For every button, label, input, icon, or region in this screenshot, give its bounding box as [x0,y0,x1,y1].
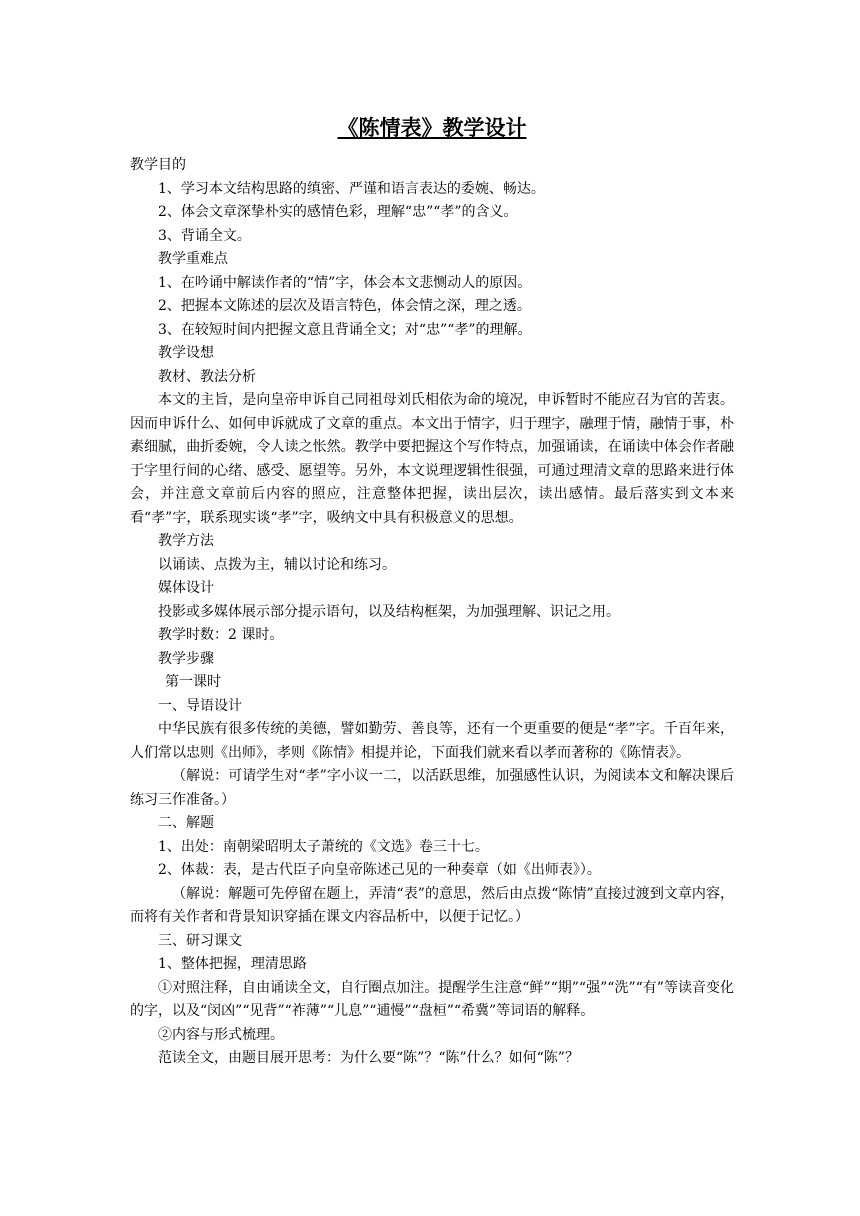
text-line: 教材、教法分析 [158,368,256,385]
text-line: 1、学习本文结构思路的缜密、严谨和语言表达的委婉、畅达。 [158,180,545,197]
text-line: 三、研习课文 [158,932,242,949]
document-title: 《陈情表》教学设计 [337,115,527,140]
annotation-paragraph: （解说：解题可先停留在题上，弄清“表”的意思，然后由点拨“陈情”直接过渡到文章内容，而将有关作者和背景知识穿插在课文内容品析中，以便于记忆。） [130,885,734,925]
document-body [130,154,734,1071]
text-line: 2、体会文章深挚朴实的感情色彩，理解“忠”“孝”的含义。 [158,204,518,220]
text-line: 二、解题 [158,815,214,831]
text-line: ②内容与形式梳理。 [158,1026,284,1043]
text-line: 1、在吟诵中解读作者的“情”字，体会本文悲恻动人的原因。 [158,274,532,291]
text-line: 1、整体把握，理清思路 [158,956,307,972]
text-line: 1、出处：南朝梁昭明太子萧统的《文选》卷三十七。 [158,838,489,855]
text-line: 2、体裁：表，是古代臣子向皇帝陈述己见的一种奏章（如《出师表》）。 [158,862,601,878]
text-line: 教学设想 [158,345,214,361]
paragraph: 中华民族有很多传统的美德，譬如勤劳、善良等，还有一个更重要的便是“孝”字。千百年来，人们常以忠则《出师》，孝则《陈情》相提并论，下面我们就来看以孝而著称的《陈情表》。 [130,721,734,761]
paragraph: ①对照注释，自由诵读全文，自行圈点加注。提醒学生注意“鲜”“期”“强”“洗”“有”等读音变化的字，以及“闵凶”“见背”“祚薄”“儿息”“逋慢”“盘桓”“希冀”等词语的解释。 [130,979,734,1019]
text-line: 3、背诵全文。 [158,227,251,244]
text-line: 教学步骤 [158,650,214,667]
text-line: 范读全文，由题目展开思考：为什么要“陈”？“陈”什么？如何“陈”？ [158,1050,579,1066]
text-line: 教学方法 [158,533,214,549]
annotation-paragraph: （解说：可请学生对“孝”字小议一二，以活跃思维，加强感性认识，为阅读本文和解决课后练习三作准备。） [130,768,734,808]
text-line: 教学重难点 [158,251,228,267]
text-line: 2、把握本文陈述的层次及语言特色，体会情之深，理之透。 [158,298,531,314]
text-line: 媒体设计 [158,580,214,596]
document-page [130,112,734,1071]
paragraph: 本文的主旨，是向皇帝申诉自己同祖母刘氏相依为命的境况，申诉暂时不能应召为官的苦衷。因而申诉什么、如何申诉就成了文章的重点。本文出于情字，归于理字，融理于情，融情于事，朴素细腻，曲折委婉，令人读之怅然。教学中要把握这个写作特点，加强诵读，在诵读中体会作者融于字里行间的心绪、感受、愿望等。另外，本文说理逻辑性很强，可通过理清文章的思路来进行体会，并注意文章前后内容的照应，注意整体把握，读出层次，读出感情。最后落实到文本来看“孝”字，联系现实谈“孝”字，吸纳文中具有积极意义的思想。 [130,392,734,526]
text-line: 一、导语设计 [158,697,242,714]
text-line: 教学时数：2 课时。 [158,627,284,643]
text-line: 第一课时 [165,674,221,690]
text-line: 教学目的 [130,157,186,173]
text-line: 投影或多媒体展示部分提示语句，以及结构框架，为加强理解、识记之用。 [158,603,620,620]
text-line: 以诵读、点拨为主，辅以讨论和练习。 [158,556,396,573]
text-line: 3、在较短时间内把握文意且背诵全文；对“忠”“孝”的理解。 [158,321,532,338]
